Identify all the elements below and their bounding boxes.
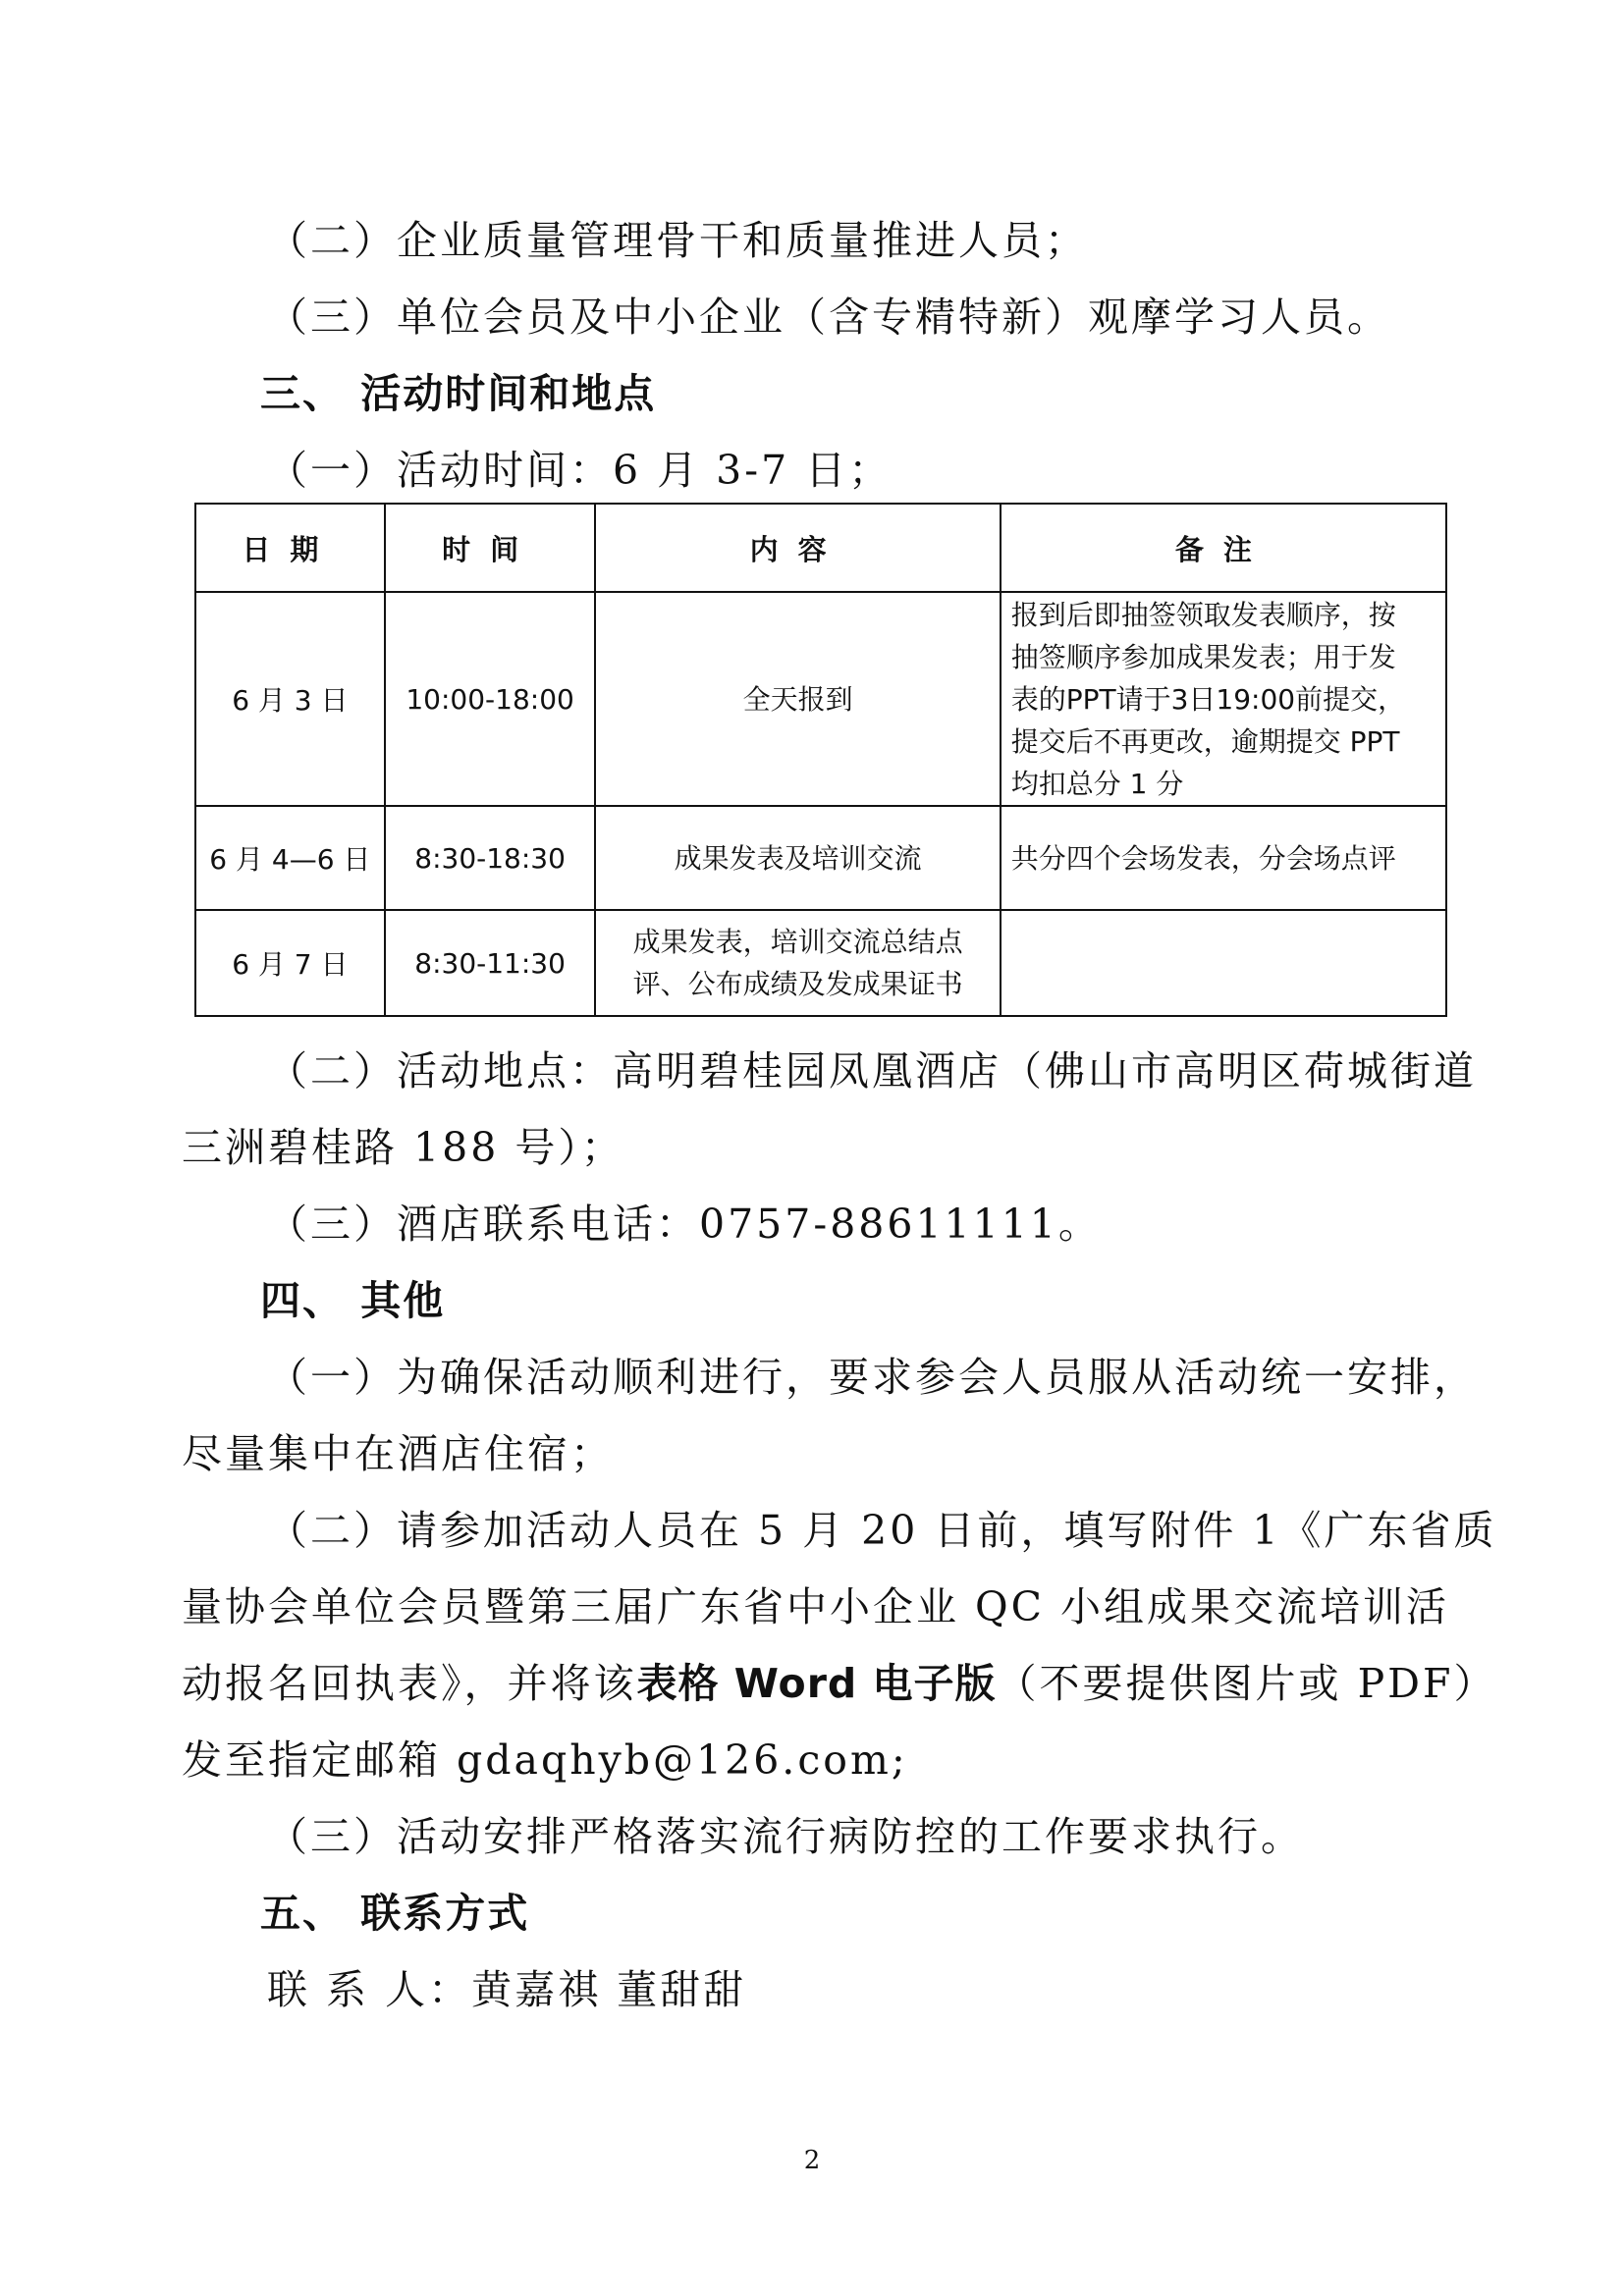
text-span: 动报名回执表》，并将该 [182,1660,637,1707]
note-line: 抽签顺序参加成果发表；用于发 [1010,640,1396,673]
note-line: 表的PPT请于3日19:00前提交， [1010,682,1406,716]
bold-text: 表格 Word 电子版 [636,1660,997,1707]
page-number: 2 [803,2146,821,2175]
table-header-row [195,504,1446,592]
cell-note [1001,806,1446,910]
cell-date: 6 月 3 日 [195,592,385,806]
cell-time: 8:30-18:30 [385,806,596,910]
content-line: 评、公布成绩及发成果证书 [632,968,963,1000]
section-heading-contact: 五、 联系方式 [260,1890,530,1937]
cell-date: 6 月 4—6 日 [195,806,385,910]
table-row [195,592,1446,806]
paragraph-other-2a: （二）请参加活动人员在 5 月 20 日前，填写附件 1《广东省质 [267,1507,1497,1554]
paragraph-other-1a: （一）为确保活动顺利进行，要求参会人员服从活动统一安排， [267,1354,1477,1401]
section-heading-time-place: 三、 活动时间和地点 [260,370,657,417]
text-span: （不要提供图片或 PDF） [996,1660,1497,1707]
schedule-table [194,503,1447,1017]
paragraph-activity-time: （一）活动时间：6 月 3-7 日； [267,447,893,494]
note-line: 共分四个会场发表，分会场点评 [1010,841,1396,875]
paragraph-participants-3: （三）单位会员及中小企业（含专精特新）观摩学习人员。 [267,294,1390,341]
paragraph-hotel-phone: （三）酒店联系电话：0757-88611111。 [267,1201,1102,1248]
note-line: 均扣总分 1 分 [1010,767,1184,800]
cell-note-empty [1001,910,1446,1016]
cell-content [595,910,1000,1016]
paragraph-location-1: （二）活动地点：高明碧桂园凤凰酒店（佛山市高明区荷城街道 [267,1047,1477,1095]
table-row [195,806,1446,910]
section-heading-other: 四、 其他 [260,1277,446,1324]
paragraph-other-2b: 量协会单位会员暨第三届广东省中小企业 QC 小组成果交流培训活 [182,1583,1450,1630]
header-content: 内容 [595,504,1000,592]
paragraph-other-2c [0,1655,1624,1712]
paragraph-other-2d: 发至指定邮箱 gdaqhyb@126.com; [182,1736,908,1784]
paragraph-participants-2: （二）企业质量管理骨干和质量推进人员； [267,217,1088,264]
cell-content: 全天报到 [595,592,1000,806]
cell-time: 8:30-11:30 [385,910,596,1016]
paragraph-contact-person: 联 系 人：黄嘉祺 董甜甜 [267,1966,747,2013]
header-note: 备注 [1001,504,1446,592]
cell-content: 成果发表及培训交流 [595,806,1000,910]
note-line: 提交后不再更改，逾期提交 PPT [1010,724,1400,758]
paragraph-other-1b: 尽量集中在酒店住宿； [182,1430,614,1477]
paragraph-other-3: （三）活动安排严格落实流行病防控的工作要求执行。 [267,1813,1304,1860]
cell-note [1001,592,1446,806]
header-time: 时间 [385,504,596,592]
paragraph-location-2: 三洲碧桂路 188 号）； [182,1124,624,1171]
table-row [195,910,1446,1016]
header-date: 日期 [195,504,385,592]
content-line: 成果发表，培训交流总结点 [632,926,963,958]
cell-date: 6 月 7 日 [195,910,385,1016]
note-line: 报到后即抽签领取发表顺序，按 [1010,598,1396,631]
cell-time: 10:00-18:00 [385,592,596,806]
